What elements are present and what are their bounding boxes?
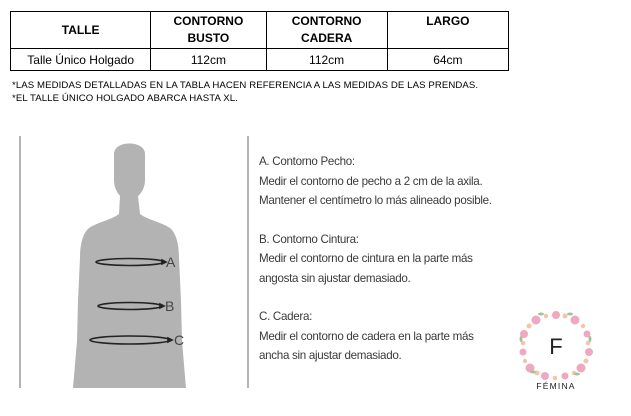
- instruction-waist: [259, 230, 492, 289]
- instruction-title: A. Contorno Pecho:: [259, 155, 355, 168]
- note-measurements: *LAS MEDIDAS DETALLADAS EN LA TABLA HACEN REFERENCIA A LAS MEDIDAS DE LAS PRENDAS.: [12, 80, 479, 91]
- floral-wreath-icon: [517, 310, 595, 380]
- cell-talle: Talle Único Holgado: [11, 49, 151, 71]
- instruction-title: C. Cadera:: [259, 310, 313, 323]
- header-contorno-busto: CONTORNO BUSTO: [151, 12, 266, 49]
- marker-b: B: [165, 298, 175, 314]
- brand-letter: F: [549, 334, 563, 359]
- head-shape: [114, 144, 145, 201]
- instruction-title: B. Contorno Cintura:: [259, 232, 359, 246]
- instruction-chest: [259, 152, 492, 211]
- brand-name: FÉMINA: [536, 381, 576, 391]
- cell-busto: 112cm: [151, 49, 266, 71]
- instruction-hip: [259, 307, 492, 366]
- instruction-line: ancha sin ajustar demasiado.: [259, 349, 402, 362]
- instruction-line: Medir el contorno de cintura en la parte más: [259, 252, 473, 265]
- note-size-range: *EL TALLE ÚNICO HOLGADO ABARCA HASTA XL.: [12, 93, 238, 104]
- table-notes: [12, 79, 478, 105]
- size-table: [10, 11, 509, 71]
- table-header-row: [11, 12, 509, 49]
- header-contorno-cadera: CONTORNO CADERA: [266, 12, 387, 49]
- torso-shape: [73, 196, 186, 388]
- instruction-line: Mantener el centímetro lo más alineado posible.: [259, 194, 492, 207]
- header-talle: TALLE: [11, 12, 151, 49]
- marker-c: C: [174, 332, 185, 348]
- marker-a: A: [166, 254, 176, 270]
- cell-largo: 64cm: [387, 49, 508, 71]
- table-row: [11, 49, 509, 71]
- instruction-line: Medir el contorno de pecho a 2 cm de la axila.: [259, 174, 483, 188]
- header-largo: LARGO: [387, 12, 508, 49]
- brand-logo: [517, 310, 595, 396]
- measurement-instructions: [259, 152, 492, 385]
- cell-cadera: 112cm: [266, 49, 387, 71]
- instruction-line: Medir el contorno de cadera en la parte más: [259, 329, 474, 343]
- body-measurement-diagram: [18, 136, 250, 388]
- instruction-line: angosta sin ajustar demasiado.: [259, 271, 411, 285]
